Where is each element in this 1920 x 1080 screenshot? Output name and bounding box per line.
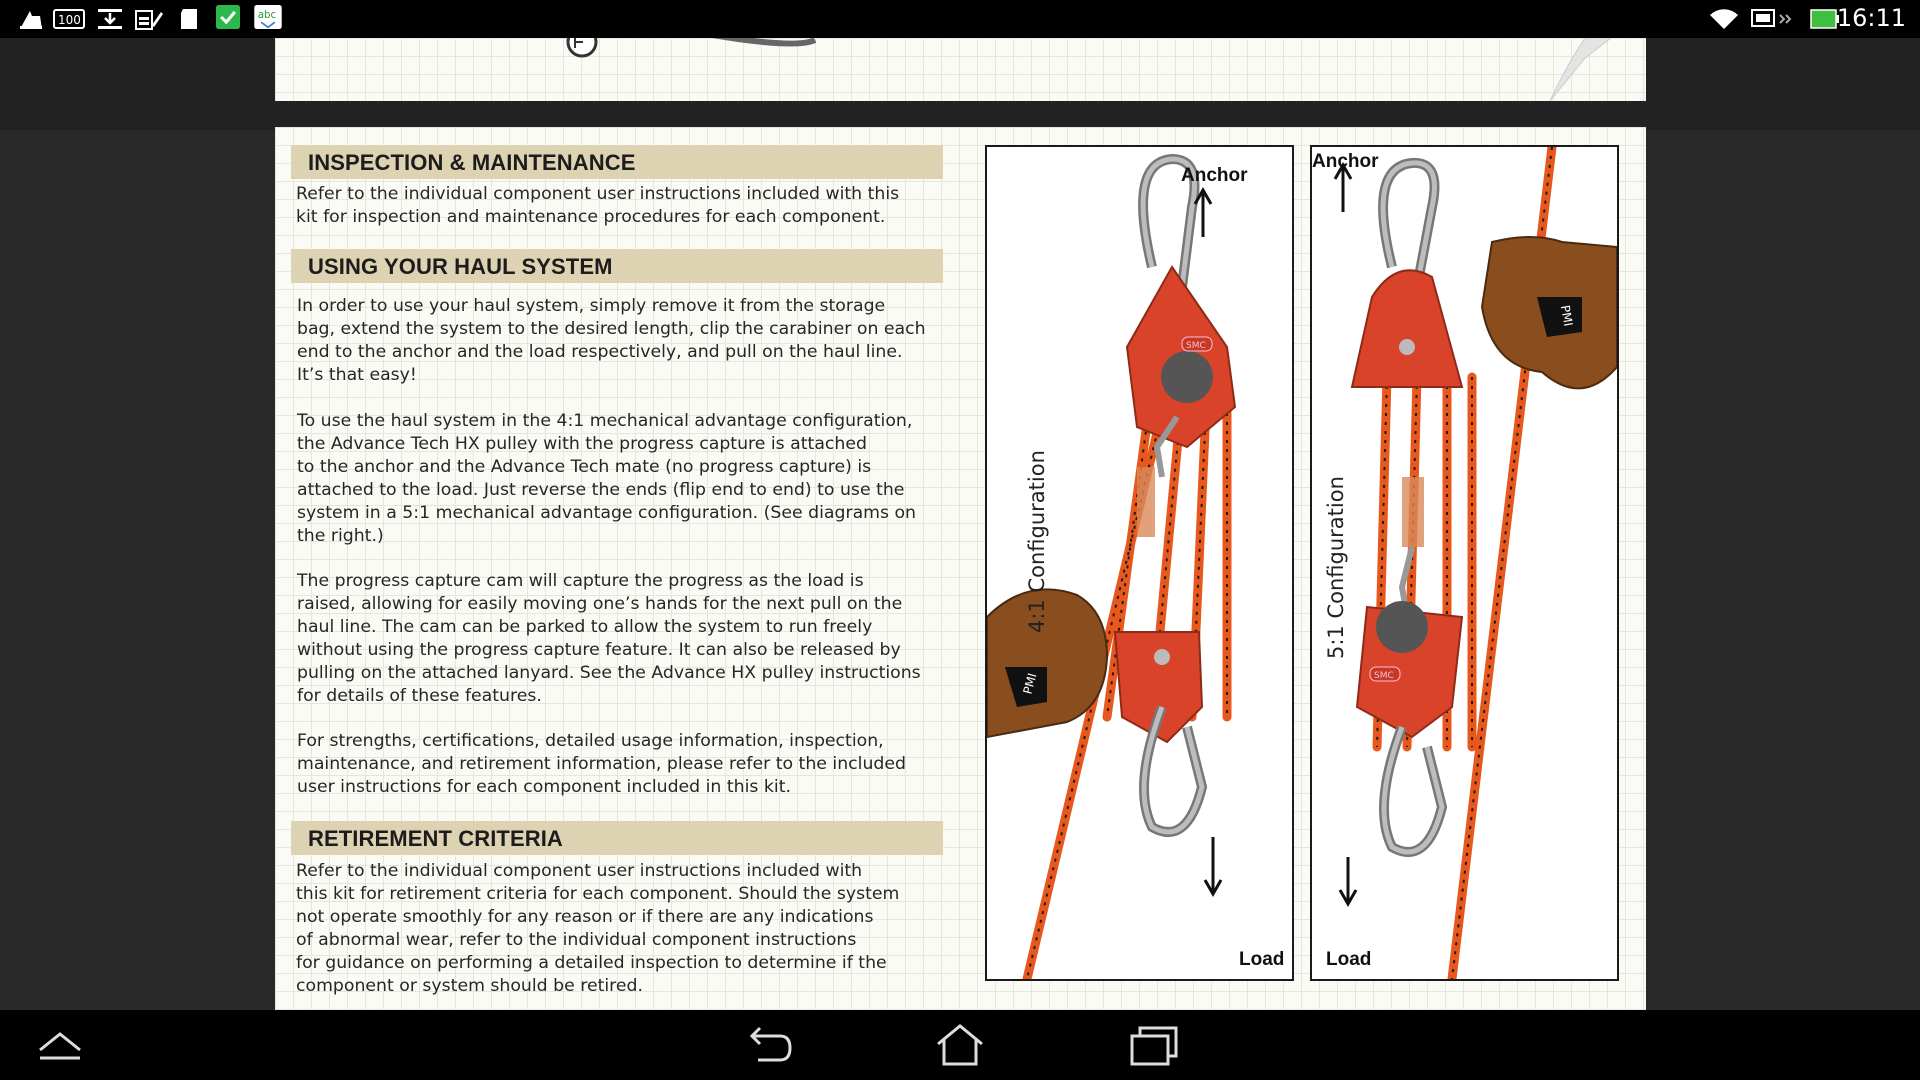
anchor-label: Anchor — [1312, 151, 1379, 172]
wifi-icon — [1708, 7, 1740, 31]
section-heading-text: RETIREMENT CRITERIA — [308, 826, 563, 851]
paragraph: In order to use your haul system, simply remove it from the storage bag, extend the system to the desired length, clip the carabiner on each end to the anchor and the load respectively, and pull on the haul line. It’s that easy! — [297, 296, 926, 385]
glove-logo: PMI — [1557, 304, 1576, 328]
section-heading-text: INSPECTION & MAINTENANCE — [308, 150, 636, 175]
pulley-logo: SMC — [1186, 341, 1206, 351]
recent-apps-icon[interactable] — [1124, 1022, 1184, 1068]
abc-app-icon — [252, 5, 284, 29]
config-label: 4:1 Configuration — [1025, 450, 1049, 633]
anchor-label: Anchor — [1181, 165, 1248, 186]
section-heading-inspection — [291, 145, 943, 179]
download-icon — [96, 7, 124, 31]
home-icon[interactable] — [930, 1022, 990, 1068]
battery-100-icon — [52, 7, 86, 31]
edit-sim-icon — [134, 7, 164, 31]
paragraph: For strengths, certifications, detailed usage information, inspection, maintenance, and retirement information, please refer to the included user instructions for each component included in this kit. — [297, 731, 906, 797]
previous-page[interactable] — [275, 38, 1646, 101]
battery-icon — [1810, 7, 1840, 31]
document-page[interactable] — [275, 127, 1646, 1010]
section-heading-text: USING YOUR HAUL SYSTEM — [308, 254, 613, 279]
sd-card-icon — [178, 7, 200, 31]
back-icon[interactable] — [738, 1022, 798, 1068]
load-label: Load — [1239, 949, 1285, 970]
notification-icon — [18, 7, 44, 31]
navigation-bar — [0, 1010, 1920, 1080]
clock: 16:11 — [1836, 4, 1906, 32]
section-heading-haul-system — [291, 249, 943, 283]
document-viewer[interactable] — [0, 38, 1920, 1010]
paragraph: Refer to the individual component user instructions included with this kit for retirement criteria for each component. Should the system not operate smoothly for any reason or if there are any indications of abnormal wear, refer to the individual component instructions for guidance on performing a detailed inspection to determine if the component or system should be retired. — [296, 861, 900, 996]
up-arrow-icon[interactable] — [30, 1022, 90, 1068]
glove-logo: PMI — [1020, 671, 1040, 696]
status-bar — [0, 0, 1920, 38]
paragraph: The progress capture cam will capture the progress as the load is raised, allowing for easily moving one’s hands for the next pull on the haul line. The cam can be parked to allow the system to run freely without using the progress capture feature. It can also be released by pulling on the attached lanyard. See the Advance HX pulley instructions for details of these features. — [297, 571, 921, 706]
screen-cast-icon — [1750, 7, 1798, 31]
paragraph: Refer to the individual component user instructions included with this kit for inspection and maintenance procedures for each component. — [296, 184, 900, 227]
previous-page-illustration — [275, 38, 1646, 101]
diagram-4-1-configuration — [985, 145, 1294, 981]
paragraph: To use the haul system in the 4:1 mechanical advantage configuration, the Advance Tech HX pulley with the progress capture is attached to the anchor and the Advance Tech mate (no progress capture) is attached to the load. Just reverse the ends (flip end to end) to use the system in a 5:1 mechanical advantage configuration. (See diagrams on the right.) — [297, 411, 917, 546]
config-label: 5:1 Configuration — [1324, 476, 1348, 659]
check-icon — [214, 5, 242, 29]
pulley-logo: SMC — [1374, 671, 1394, 681]
load-label: Load — [1326, 949, 1372, 970]
diagram-5-1-configuration — [1310, 145, 1619, 981]
haul-system-5-1-illustration — [1312, 147, 1617, 979]
svg-text:100: 100 — [58, 13, 81, 27]
svg-text:abc: abc — [257, 8, 277, 21]
section-heading-retirement — [291, 821, 943, 855]
